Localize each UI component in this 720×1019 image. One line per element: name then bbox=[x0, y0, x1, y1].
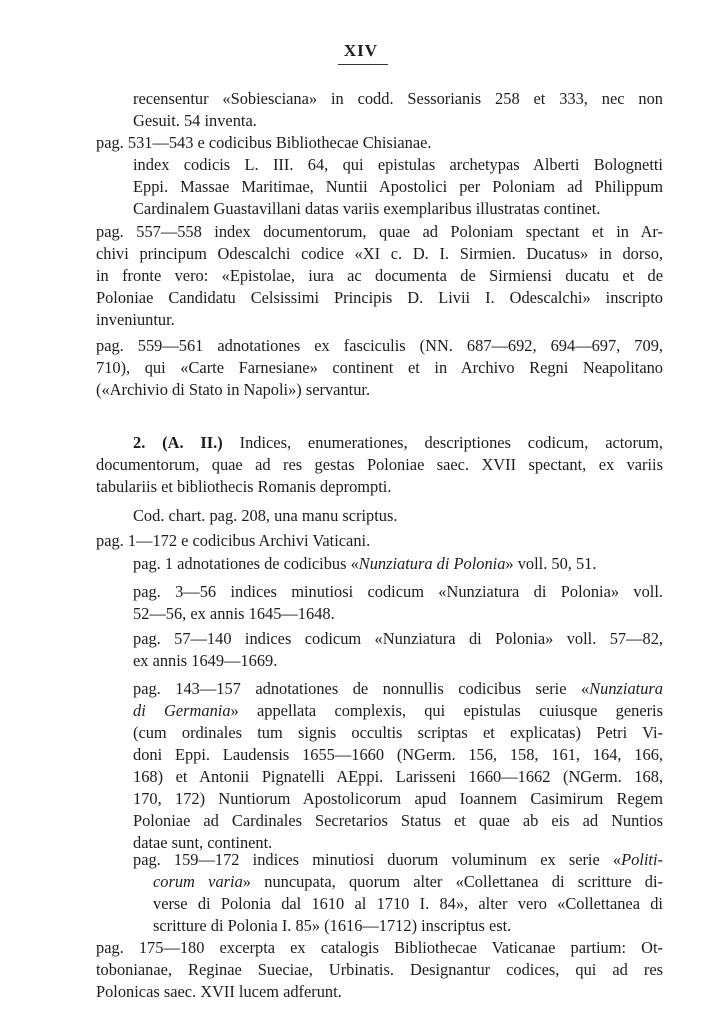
text-line: » nuncupata, quorum alter «Collettanea di scritture di- bbox=[242, 872, 663, 891]
text-line: Cardinalem Guastavillani datas variis exemplaribus illustratas continet. bbox=[133, 199, 601, 218]
text-line: ex annis 1649—1669. bbox=[133, 651, 278, 670]
text-line: datae sunt, continent. bbox=[133, 833, 273, 852]
text-line: Cod. chart. pag. 208, una manu scriptus. bbox=[133, 506, 398, 525]
entry-p1-adnot bbox=[133, 553, 663, 575]
series-title: Nunziatura di Polonia bbox=[358, 554, 506, 573]
text-line: pag. 57—140 indices codicum «Nunziatura di Polonia» voll. 57—82, bbox=[133, 629, 663, 648]
text-line: Polonicas saec. XVII lucem adferunt. bbox=[96, 982, 342, 1001]
series-title: Politi- bbox=[621, 850, 663, 869]
text-line: Eppi. Massae Maritimae, Nuntii Apostolici per Poloniam ad Philippum bbox=[133, 177, 663, 196]
page-number-rule bbox=[338, 64, 388, 65]
section-2 bbox=[96, 432, 663, 498]
codex-description bbox=[133, 505, 663, 527]
text-line: («Archivio di Stato in Napoli») servantur. bbox=[96, 380, 371, 399]
text-line: verse di Polonia dal 1610 al 1710 I. 84», alter vero «Collettanea di bbox=[153, 894, 663, 913]
text-line: Poloniae Candidatu Celsissimi Principis D. Livii I. Odescalchi» inscripto bbox=[96, 288, 663, 307]
text-line: 52—56, ex annis 1645—1648. bbox=[133, 604, 335, 623]
text-line: tabulariis et bibliothecis Romanis deprompti. bbox=[96, 477, 392, 496]
text-line: pag. 159—172 indices minutiosi duorum voluminum ex serie « bbox=[133, 850, 622, 869]
series-title: corum varia bbox=[153, 872, 243, 891]
text-line: » voll. 50, 51. bbox=[505, 554, 597, 573]
text-line: pag. 1 adnotationes de codicibus « bbox=[133, 554, 359, 573]
entry-p159 bbox=[133, 849, 663, 937]
text-line: pag. 1—172 e codicibus Archivi Vaticani. bbox=[96, 531, 371, 550]
text-line: inveniuntur. bbox=[96, 310, 175, 329]
section-number: 2. bbox=[133, 433, 146, 452]
entry-p143 bbox=[133, 678, 663, 854]
entry-sobiesciana-cont bbox=[133, 88, 663, 132]
entry-p557 bbox=[96, 221, 663, 331]
entry-p559 bbox=[96, 335, 663, 401]
text-line: tobonianae, Reginae Sueciae, Urbinatis. Designantur codices, qui ad res bbox=[96, 960, 663, 979]
text-line: pag. 3—56 indices minutiosi codicum «Nunziatura di Polonia» voll. bbox=[133, 582, 663, 601]
text-line: documentorum, quae ad res gestas Poloniae saec. XVII spectant, ex variis bbox=[96, 455, 663, 474]
text-line: index codicis L. III. 64, qui epistulas archetypas Alberti Bolognetti bbox=[133, 155, 663, 174]
text-line: pag. 143—157 adnotationes de nonnullis codicibus serie « bbox=[133, 679, 590, 698]
series-title: di Germania bbox=[133, 701, 231, 720]
text-line: Poloniae ad Cardinales Secretarios Status et quae ab eis ad Nuntios bbox=[133, 811, 663, 830]
text-line: Gesuit. 54 inventa. bbox=[133, 111, 257, 130]
text-line: (cum ordinales tum signis occultis scriptas et explicatas) Petri Vi- bbox=[133, 723, 663, 742]
text-line: pag. 557—558 index documentorum, quae ad Poloniam spectant et in Ar- bbox=[96, 222, 663, 241]
text-line: chivi principum Odescalchi codice «XI c. D. I. Sirmien. Ducatus» in dorso, bbox=[96, 244, 663, 263]
series-title: Nunziatura bbox=[589, 679, 663, 698]
text-line: 170, 172) Nuntiorum Apostolicorum apud Ioannem Casimirum Regem bbox=[133, 789, 663, 808]
text-line: 168) et Antonii Pignatelli AEppi. Larisseni 1660—1662 (NGerm. 168, bbox=[133, 767, 663, 786]
text-line: scritture di Polonia I. 85» (1616—1712) inscriptus est. bbox=[153, 916, 512, 935]
page-ref: pag. bbox=[96, 133, 124, 152]
text-line: Indices, enumerationes, descriptiones codicum, actorum, bbox=[239, 433, 663, 452]
entry-p57 bbox=[133, 628, 663, 672]
entry-p531-index bbox=[133, 154, 663, 220]
text-line: pag. 175—180 excerpta ex catalogis Bibliothecae Vaticanae partium: Ot- bbox=[96, 938, 663, 957]
text-line: in fronte vero: «Epistolae, iura ac documenta de Sirmiensi ducatu et de bbox=[96, 266, 663, 285]
text-line: 531—543 e codicibus Bibliothecae Chisianae. bbox=[127, 133, 432, 152]
page-number: XIV bbox=[343, 41, 379, 60]
section-signature: (A. II.) bbox=[162, 433, 223, 452]
entry-p531 bbox=[96, 132, 663, 154]
text-line: pag. 559—561 adnotationes ex fasciculis (NN. 687—692, 694—697, 709, bbox=[96, 336, 663, 355]
entry-p175 bbox=[96, 937, 663, 1003]
text-line: 710), qui «Carte Farnesiane» continent et in Archivo Regni Neapolitano bbox=[96, 358, 663, 377]
text-line: doni Eppi. Laudensis 1655—1660 (NGerm. 156, 158, 161, 164, 166, bbox=[133, 745, 663, 764]
entry-p3 bbox=[133, 581, 663, 625]
text-line: » appellata complexis, qui epistulas cuiusque generis bbox=[230, 701, 663, 720]
entry-p1 bbox=[96, 530, 663, 552]
text-line: recensentur «Sobiesciana» in codd. Sessorianis 258 et 333, nec non bbox=[133, 89, 663, 108]
